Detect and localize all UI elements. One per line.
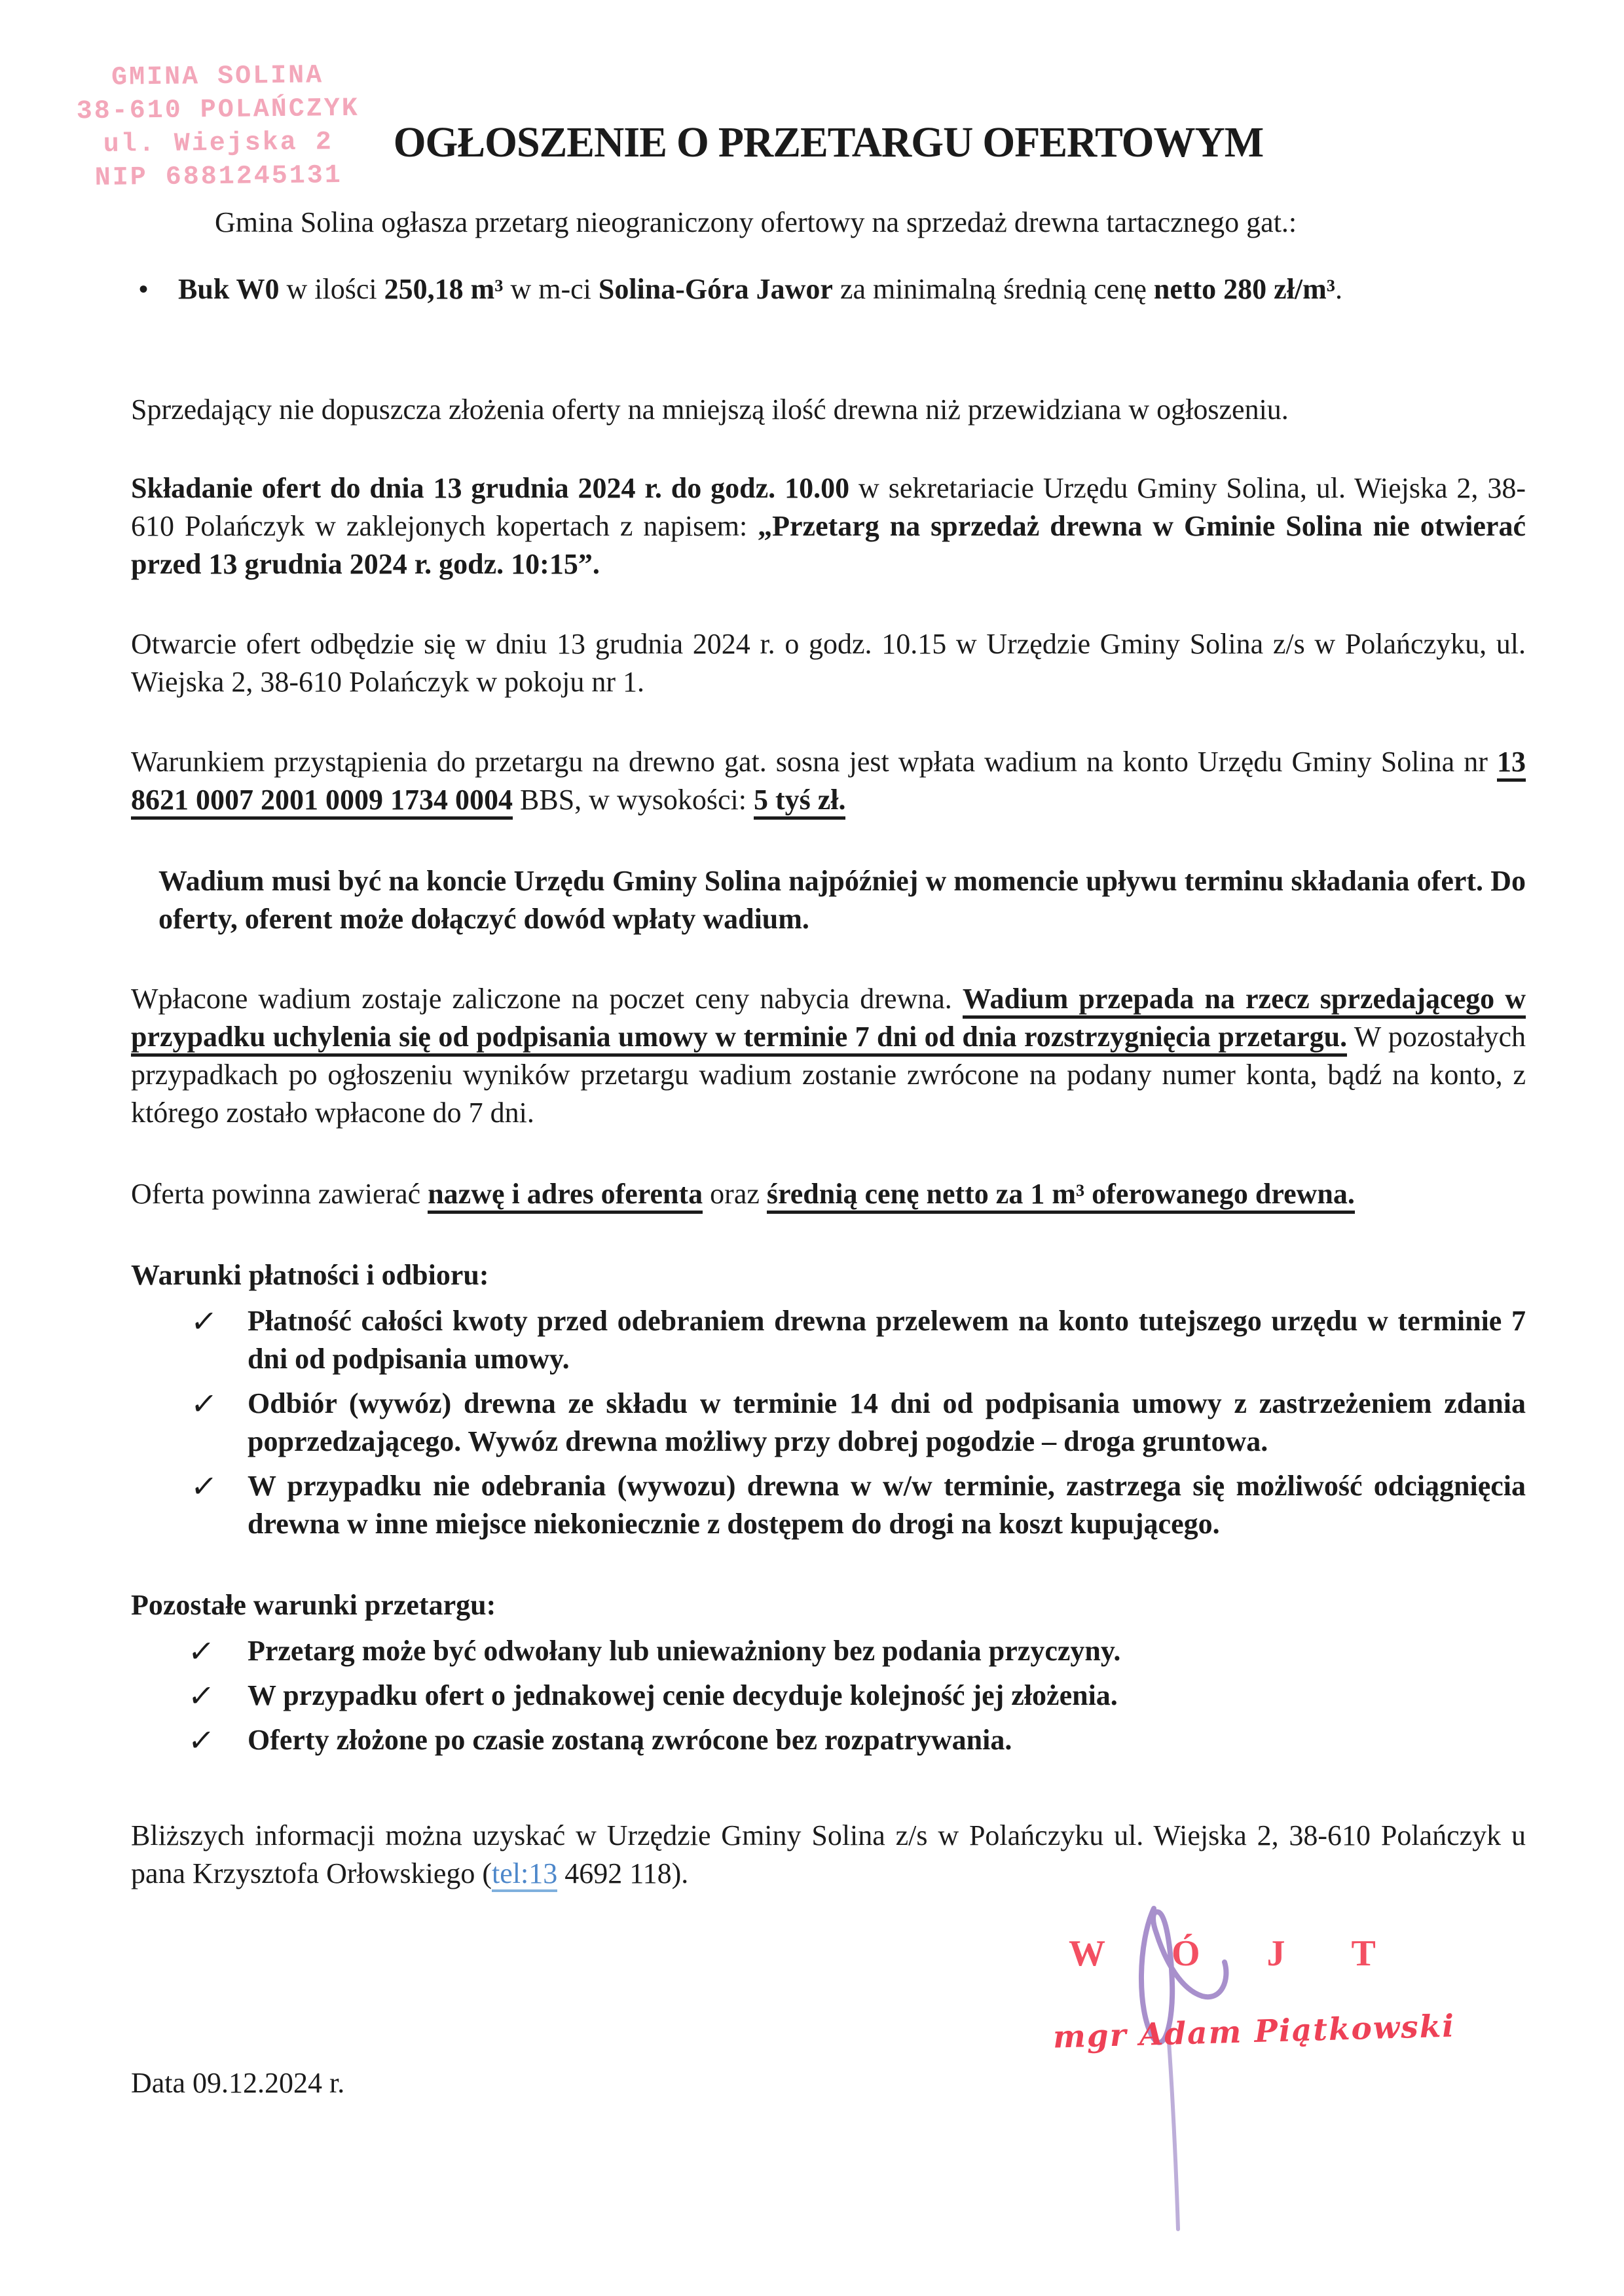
bullet-item xyxy=(131,270,1526,308)
text-run: w sekretariacie Urzędu Gminy Solina, ul. Wiejska 2, 38-610 Polańczyk w zaklejonych kopertach z napisem: xyxy=(131,472,1526,542)
bank-account-number: 13 8621 0007 2001 0009 1734 0004 xyxy=(131,746,1526,820)
document-date: Data 09.12.2024 r. xyxy=(131,2067,345,2099)
paragraph-wplacone xyxy=(131,980,1526,1132)
check-icon: ✓ xyxy=(186,1678,217,1713)
text-run: W pozostałych przypadkach po ogłoszeniu wyników przetargu wadium zostanie zwrócone na podany numer konta, bądź na konto, z którego zostało wpłacone do 7 dni. xyxy=(131,1021,1526,1129)
list-item-text: Odbiór (wywóz) drewna ze składu w terminie 14 dni od podpisania umowy z zastrzeżeniem zdania poprzedzającego. Wywóz drewna możliwy przy dobrej pogodzie – droga gruntowa. xyxy=(248,1387,1526,1457)
check-icon: ✓ xyxy=(189,1303,219,1339)
text-run: netto 280 zł/m³ xyxy=(1153,273,1335,305)
list-item xyxy=(131,1677,1526,1715)
text-run: Bliższych informacji można uzyskać w Urzędzie Gminy Solina z/s w Polańczyku ul. Wiejska 2, 38-610 Polańczyk u pana Krzysztofa Orłowskiego ( xyxy=(131,1819,1526,1889)
heading-warunki-platnosci: Warunki płatności i odbioru: xyxy=(131,1259,489,1291)
text-run: nazwę i adres oferenta xyxy=(428,1178,703,1214)
office-stamp-name: GMINA SOLINA xyxy=(111,61,324,93)
wadium-amount: 5 tyś zł. xyxy=(754,784,846,820)
text-run: Solina-Góra Jawor xyxy=(598,273,833,305)
list-item-text: Przetarg może być odwołany lub unieważniony bez podania przyczyny. xyxy=(248,1635,1121,1667)
check-icon: ✓ xyxy=(189,1468,219,1504)
text-run: w ilości xyxy=(279,273,384,305)
list-item xyxy=(131,1467,1526,1543)
list-item xyxy=(131,1632,1526,1670)
office-stamp-street: ul. Wiejska 2 xyxy=(103,128,334,160)
text-run: Oferta powinna zawierać xyxy=(131,1178,428,1210)
text-run: 4692 118). xyxy=(557,1857,689,1889)
list-item xyxy=(131,1385,1526,1461)
signature-block xyxy=(131,1897,1526,2263)
list-item xyxy=(131,1721,1526,1759)
bullet-item-text xyxy=(178,270,1342,308)
paragraph-skladanie xyxy=(131,469,1526,583)
list-item-text: Oferty złożone po czasie zostaną zwrócone bez rozpatrywania. xyxy=(248,1724,1012,1756)
text-run: . xyxy=(1335,273,1342,305)
text-run: BBS, w wysokości: xyxy=(513,784,754,816)
text-run: oraz xyxy=(703,1178,767,1210)
pozostale-warunki-list xyxy=(131,1632,1526,1759)
heading-pozostale-warunki: Pozostałe warunki przetargu: xyxy=(131,1589,496,1621)
check-icon: ✓ xyxy=(186,1633,217,1669)
text-run: w m-ci xyxy=(503,273,599,305)
text-run: za minimalną średnią cenę xyxy=(832,273,1154,305)
paragraph-otwarcie: Otwarcie ofert odbędzie się w dniu 13 grudnia 2024 r. o godz. 10.15 w Urzędzie Gminy Solina z/s w Polańczyku, ul. Wiejska 2, 38-610 Polańczyk w pokoju nr 1. xyxy=(131,628,1526,698)
check-icon: ✓ xyxy=(186,1722,217,1758)
phone-link[interactable]: tel:13 xyxy=(492,1857,557,1892)
paragraph-warunkiem xyxy=(131,743,1526,819)
paragraph-oferta xyxy=(131,1175,1526,1213)
office-stamp-nip: NIP 6881245131 xyxy=(94,161,343,193)
page-title: OGŁOSZENIE O PRZETARGU OFERTOWYM xyxy=(393,118,1264,166)
signer-name-stamp: mgr Adam Piątkowski xyxy=(1052,2008,1456,2056)
text-run: średnią cenę netto za 1 m³ oferowanego drewna. xyxy=(767,1178,1355,1214)
list-item-text: Płatność całości kwoty przed odebraniem drewna przelewem na konto tutejszego urzędu w terminie 7 dni od podpisania umowy. xyxy=(248,1305,1526,1375)
text-run: Buk W0 xyxy=(178,273,280,305)
bullet-icon: • xyxy=(139,274,149,304)
warunki-platnosci-list xyxy=(131,1302,1526,1543)
text-run: Składanie ofert do dnia 13 grudnia 2024 r. do godz. 10.00 xyxy=(131,472,850,504)
paragraph-sprzedajacy: Sprzedający nie dopuszcza złożenia oferty na mniejszą ilość drewna niż przewidziana w ogłoszeniu. xyxy=(131,393,1289,426)
list-item-text: W przypadku ofert o jednakowej cenie decyduje kolejność jej złożenia. xyxy=(248,1679,1118,1711)
handwritten-signature xyxy=(131,1870,1526,2237)
text-run: Wadium przepada na rzecz sprzedającego w przypadku uchylenia się od podpisania umowy w terminie 7 dni od dnia rozstrzygnięcia przetargu. xyxy=(131,983,1526,1057)
paragraph-wadium-musi: Wadium musi być na koncie Urzędu Gminy Solina najpóźniej w momencie upływu terminu składania ofert. Do oferty, oferent może dołączyć dowód wpłaty wadium. xyxy=(158,865,1526,935)
text-run: 250,18 m³ xyxy=(384,273,504,305)
text-run: „Przetarg na sprzedaż drewna w Gminie Solina nie otwierać przed 13 grudnia 2024 r. godz. 10:15”. xyxy=(131,510,1526,580)
text-run: Warunkiem przystąpienia do przetargu na drewno gat. sosna jest wpłata wadium na konto Urzędu Gminy Solina nr xyxy=(131,746,1497,778)
list-item xyxy=(131,1302,1526,1378)
check-icon: ✓ xyxy=(189,1386,219,1421)
office-stamp-postcode: 38-610 POLAŃCZYK xyxy=(76,94,360,127)
list-item-text: W przypadku nie odebrania (wywozu) drewna w w/w terminie, zastrzega się możliwość odciągnięcia drewna w inne miejsce niekoniecznie z dostępem do drogi na koszt kupującego. xyxy=(248,1470,1526,1540)
wojt-title-stamp: W Ó J T xyxy=(1069,1933,1405,1974)
intro-paragraph: Gmina Solina ogłasza przetarg nieograniczony ofertowy na sprzedaż drewna tartacznego gat.: xyxy=(215,206,1297,238)
text-run: Wpłacone wadium zostaje zaliczone na poczet ceny nabycia drewna. xyxy=(131,983,963,1015)
